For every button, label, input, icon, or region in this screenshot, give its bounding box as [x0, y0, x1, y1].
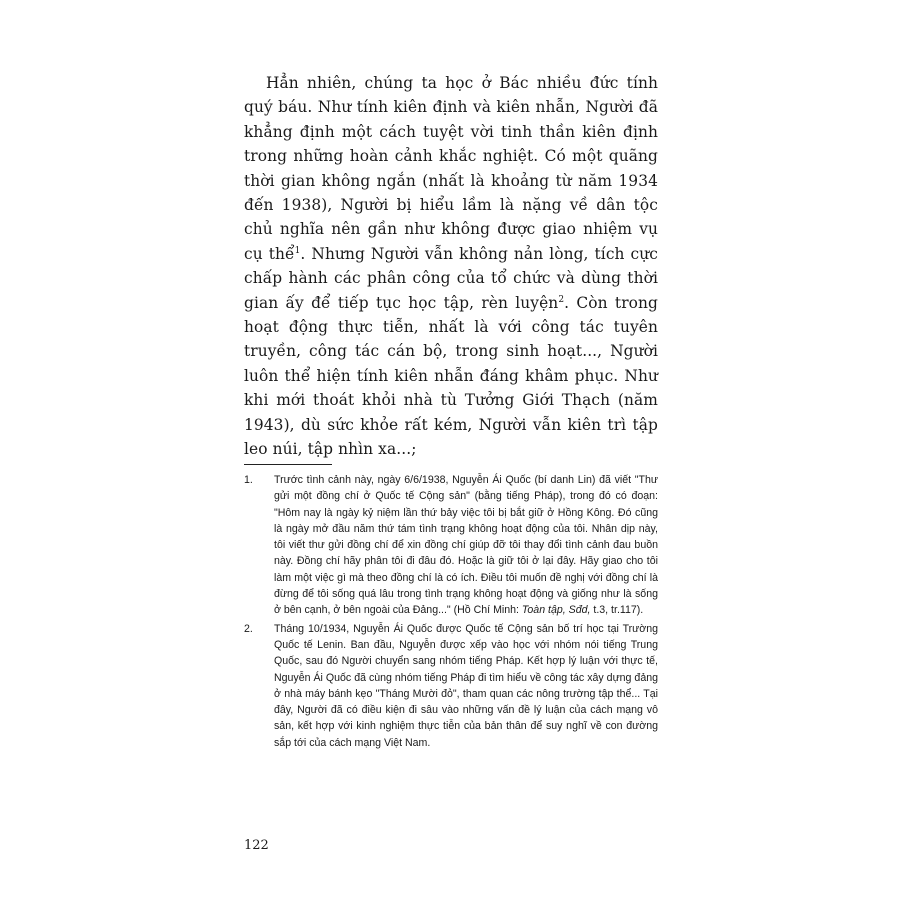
footnote-text: Trước tình cảnh này, ngày 6/6/1938, Nguyễn Ái Quốc (bí danh Lin) đã viết "Thư gửi một đồng chí ở Quốc tế Cộng sản" (bằng tiếng Pháp), trong đó có đoạn: "Hôm nay là ngày kỷ niệm lần thứ bảy việc tôi bị bắt giữ ở Hồng Kông. Đó cũng là ngày mở đầu năm thứ tám tình trạng không hoạt động của tôi. Nhân dịp này, tôi viết thư gửi đồng chí để xin đồng chí giúp đỡ tôi thay đổi tình cảnh đau buồn này. Đồng chí hãy phân tôi đi đâu đó. Hoặc là giữ tôi ở lại đây. Hãy giao cho tôi làm một việc gì mà theo đồng chí là có ích. Điều tôi muốn đề nghị với đồng chí là đừng để tôi sống quá lâu trong tình trạng không hoạt động và giống như là sống ở bên cạnh, ở bên ngoài của Đảng..." (Hồ Chí Minh: — [274, 474, 658, 617]
footnote-italic-citation: Toàn tập, Sđd, — [521, 604, 591, 617]
footnote-text: Tháng 10/1934, Nguyễn Ái Quốc được Quốc tế Cộng sản bố trí học tại Trường Quốc tế Lenin. Ban đầu, Nguyễn được xếp vào học với nhóm nói tiếng Trung Quốc, sau đó Người chuyển sang nhóm tiếng Pháp. Kết hợp lý luận với thực tế, Nguyễn Ái Quốc đã cùng nhóm tiếng Pháp đi tìm hiểu về công tác xây dựng đảng ở nhà máy bánh kẹo "Tháng Mười đỏ", tham quan các nông trường tập thể... Tại đây, Người đã có điều kiện đi sâu vào những vấn đề lý luận của cách mạng vô sản, kết hợp với kinh nghiệm thực tiễn của bản thân để suy nghĩ về con đường sắp tới của cách mạng Việt Nam. — [274, 622, 658, 749]
footnote-number: 1. — [244, 474, 253, 486]
paragraph-text-part-3: . Còn trong hoạt động thực tiễn, nhất là với công tác tuyên truyền, công tác cán bộ, trong sinh hoạt..., Người luôn thể hiện tính kiên nhẫn đáng khâm phục. Như khi mới thoát khỏi nhà tù Tưởng Giới Thạch (năm 1943), dù sức khỏe rất kém, Người vẫn kiên trì tập leo núi, tập nhìn xa...; — [244, 293, 658, 459]
footnote-ref-2: 2 — [558, 294, 565, 305]
paragraph-text-part-2: . Nhưng Người vẫn không nản lòng, tích cực chấp hành các phân công của tổ chức và dùng thời gian ấy để tiếp tục học tập, rèn luyện — [244, 244, 658, 312]
footnote-2 — [244, 621, 658, 751]
page-number: 122 — [244, 838, 269, 853]
footnote-1 — [244, 472, 658, 619]
footnote-list — [244, 472, 658, 753]
footnote-ref-1: 1 — [294, 245, 301, 256]
paragraph-text-part-1: Hẳn nhiên, chúng ta học ở Bác nhiều đức tính quý báu. Như tính kiên định và kiên nhẫn, Người đã khẳng định một cách tuyệt vời tinh thần kiên định trong những hoàn cảnh khắc nghiệt. Có một quãng thời gian không ngắn (nhất là khoảng từ năm 1934 đến 1938), Người bị hiểu lầm là nặng về dân tộc chủ nghĩa nên gần như không được giao nhiệm vụ cụ thể — [244, 74, 658, 263]
footnote-number: 2. — [244, 622, 253, 635]
footnote-citation-tail: t.3, tr.117). — [590, 604, 644, 617]
main-paragraph — [244, 71, 658, 462]
footnote-separator — [244, 464, 332, 465]
